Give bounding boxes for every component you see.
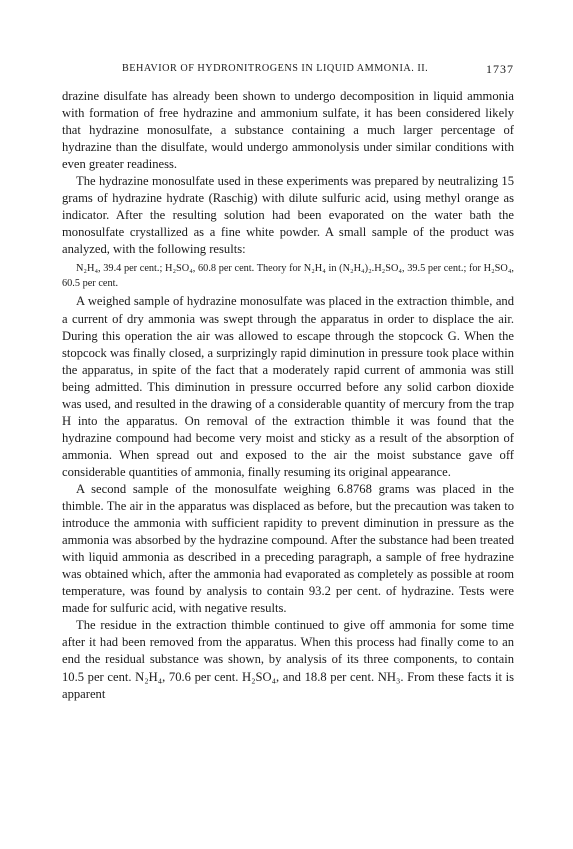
page-number: 1737: [486, 62, 514, 76]
paragraph-first-sample: A weighed sample of hydrazine monosulfate was placed in the extraction thimble, and a current of dry ammonia was swept through the apparatus in order to displace the air. During this operation the air was allowed to escape through the stopcock G. When the stopcock was finally closed, a surprizingly rapid diminution in pressure took place within the apparatus, in spite of the fact that a moderately rapid current of ammonia was still being admitted. This diminution in pressure occurred before any solid carbon dioxide was used, and resulted in the drawing of a considerable quantity of mercury from the trap H into the apparatus. On removal of the extraction thimble it was found that the hydrazine compound had become very moist and sticky as a result of the absorption of ammonia. When spread out and exposed to the air the moist substance gave off considerable quantities of ammonia, finally resuming its original appearance.: [62, 294, 514, 479]
running-title: BEHAVIOR OF HYDRONITROGENS IN LIQUID AMMONIA. II.: [122, 63, 429, 74]
analysis-results: N₂H₄, 39.4 per cent.; H₂SO₄, 60.8 per cent. Theory for N₂H₄ in (N₂H₄)₂.H₂SO₄, 39.5 per cent.; for H₂SO₄, 60.5 per cent.: [62, 263, 514, 290]
paragraph-preparation: The hydrazine monosulfate used in these experiments was prepared by neutralizing 15 grams of hydrazine hydrate (Raschig) with dilute sulfuric acid, using methyl orange as indicator. After the resulting solution had been evaporated on the water bath the monosulfate crystallized as a fine white powder. A small sample of the product was analyzed, with the following results:: [62, 174, 514, 257]
paragraph-continuation: drazine disulfate has already been shown to undergo decomposition in liquid ammonia with formation of free hydrazine and ammonium sulfate, it has been considered likely that hydrazine monosulfate, a substance containing a much larger percentage of hydrazine than the disulfate, would undergo ammonolysis under similar conditions with even greater readiness.: [62, 89, 514, 172]
paragraph-residue: The residue in the extraction thimble continued to give off ammonia for some time after it had been removed from the apparatus. When this process had finally come to an end the residual substance was shown, by analysis of its three components, to contain 10.5 per cent. N₂H₄, 70.6 per cent. H₂SO₄, and 18.8 per cent. NH₃. From these facts it is apparent: [62, 618, 514, 701]
paragraph-second-sample: A second sample of the monosulfate weighing 6.8768 grams was placed in the thimble. The air in the apparatus was displaced as before, but the precaution was taken to introduce the ammonia with sufficient rapidity to prevent diminution in pressure as the ammonia was absorbed by the hydrazine compound. After the substance had been treated with liquid ammonia as described in a preceding paragraph, a sample of free hydrazine was obtained which, after the ammonia had evaporated as completely as possible at room temperature, was found by analysis to contain 93.2 per cent. of hydrazine. Tests were made for sulfuric acid, with negative results.: [62, 481, 514, 616]
article-body: [62, 88, 514, 703]
